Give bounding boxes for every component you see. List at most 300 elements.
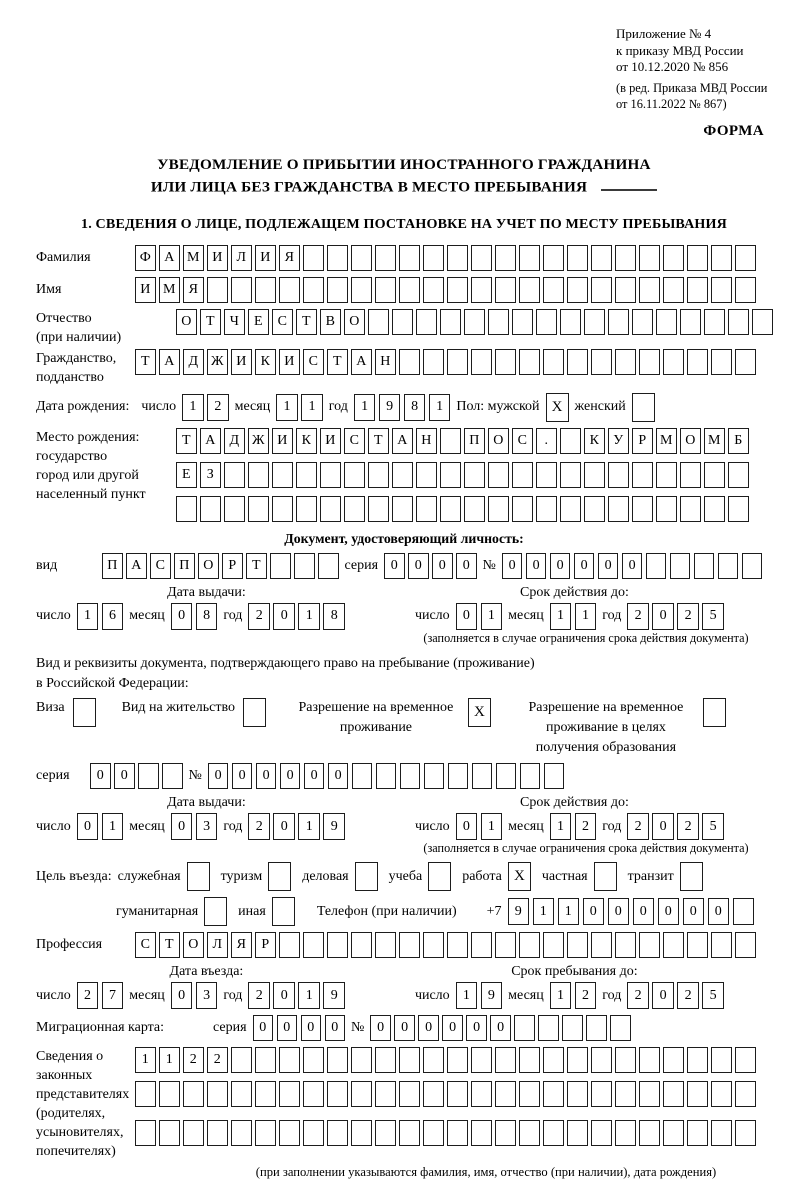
char-cell[interactable]: Т [135, 349, 156, 375]
char-cell[interactable]: 0 [208, 763, 229, 789]
char-cell[interactable] [279, 932, 300, 958]
legal-reps-row2-boxes[interactable] [135, 1081, 756, 1107]
char-cell[interactable]: М [183, 245, 204, 271]
char-cell[interactable] [735, 245, 756, 271]
char-cell[interactable] [663, 1120, 684, 1146]
char-cell[interactable]: С [512, 428, 533, 454]
char-cell[interactable] [375, 277, 396, 303]
char-cell[interactable] [424, 763, 445, 789]
char-cell[interactable]: 1 [135, 1047, 156, 1073]
char-cell[interactable]: 9 [323, 982, 345, 1009]
char-cell[interactable]: 0 [432, 553, 453, 579]
char-cell[interactable] [392, 462, 413, 488]
legal-reps-row3-boxes[interactable] [135, 1120, 756, 1146]
doc-series-boxes[interactable] [384, 553, 477, 579]
char-cell[interactable] [632, 496, 653, 522]
purpose-business-checkbox[interactable] [355, 862, 378, 891]
char-cell[interactable]: 0 [408, 553, 429, 579]
rvp-until-day-boxes[interactable] [456, 813, 503, 840]
char-cell[interactable]: 1 [276, 394, 298, 421]
char-cell[interactable] [543, 349, 564, 375]
char-cell[interactable] [279, 1120, 300, 1146]
char-cell[interactable]: Н [416, 428, 437, 454]
char-cell[interactable]: 1 [481, 603, 503, 630]
char-cell[interactable] [567, 1081, 588, 1107]
char-cell[interactable]: Н [375, 349, 396, 375]
char-cell[interactable]: 0 [456, 553, 477, 579]
char-cell[interactable]: 1 [77, 603, 99, 630]
char-cell[interactable] [728, 462, 749, 488]
char-cell[interactable] [520, 763, 541, 789]
char-cell[interactable] [416, 309, 437, 335]
char-cell[interactable] [495, 1081, 516, 1107]
char-cell[interactable] [488, 496, 509, 522]
char-cell[interactable] [327, 277, 348, 303]
char-cell[interactable]: 1 [481, 813, 503, 840]
char-cell[interactable] [591, 349, 612, 375]
char-cell[interactable]: О [344, 309, 365, 335]
char-cell[interactable]: Я [279, 245, 300, 271]
char-cell[interactable] [320, 496, 341, 522]
char-cell[interactable] [639, 277, 660, 303]
char-cell[interactable] [472, 763, 493, 789]
char-cell[interactable] [567, 1047, 588, 1073]
char-cell[interactable] [416, 496, 437, 522]
char-cell[interactable]: 2 [575, 982, 597, 1009]
char-cell[interactable] [344, 462, 365, 488]
char-cell[interactable] [639, 1047, 660, 1073]
char-cell[interactable]: П [102, 553, 123, 579]
birth-day-boxes[interactable] [182, 394, 229, 421]
char-cell[interactable] [711, 932, 732, 958]
stay-day-boxes[interactable] [456, 982, 503, 1009]
char-cell[interactable] [447, 277, 468, 303]
char-cell[interactable] [400, 763, 421, 789]
char-cell[interactable] [272, 496, 293, 522]
char-cell[interactable]: И [207, 245, 228, 271]
char-cell[interactable] [735, 1120, 756, 1146]
char-cell[interactable]: 9 [323, 813, 345, 840]
char-cell[interactable] [447, 245, 468, 271]
char-cell[interactable]: 1 [550, 982, 572, 1009]
char-cell[interactable] [562, 1015, 583, 1041]
char-cell[interactable]: А [159, 349, 180, 375]
char-cell[interactable]: 0 [652, 813, 674, 840]
char-cell[interactable] [567, 1120, 588, 1146]
char-cell[interactable] [543, 1047, 564, 1073]
char-cell[interactable]: Я [183, 277, 204, 303]
sex-male-checkbox[interactable]: X [546, 393, 569, 422]
char-cell[interactable] [495, 349, 516, 375]
entry-year-boxes[interactable] [248, 982, 345, 1009]
char-cell[interactable]: Ж [248, 428, 269, 454]
char-cell[interactable] [231, 1081, 252, 1107]
char-cell[interactable] [663, 277, 684, 303]
char-cell[interactable] [303, 1120, 324, 1146]
char-cell[interactable]: 0 [171, 982, 193, 1009]
char-cell[interactable]: Л [207, 932, 228, 958]
char-cell[interactable] [735, 1081, 756, 1107]
char-cell[interactable] [536, 496, 557, 522]
char-cell[interactable]: А [126, 553, 147, 579]
char-cell[interactable]: 0 [384, 553, 405, 579]
char-cell[interactable]: 2 [575, 813, 597, 840]
entry-day-boxes[interactable] [77, 982, 124, 1009]
char-cell[interactable]: О [176, 309, 197, 335]
char-cell[interactable]: 0 [418, 1015, 439, 1041]
char-cell[interactable]: 0 [526, 553, 547, 579]
char-cell[interactable]: Т [176, 428, 197, 454]
char-cell[interactable]: О [183, 932, 204, 958]
char-cell[interactable]: 1 [429, 394, 451, 421]
char-cell[interactable]: 1 [102, 813, 124, 840]
char-cell[interactable]: Я [231, 932, 252, 958]
char-cell[interactable] [495, 932, 516, 958]
purpose-other-checkbox[interactable] [272, 897, 295, 926]
char-cell[interactable]: 5 [702, 813, 724, 840]
char-cell[interactable]: 0 [622, 553, 643, 579]
char-cell[interactable] [351, 277, 372, 303]
char-cell[interactable]: 0 [171, 603, 193, 630]
char-cell[interactable] [327, 245, 348, 271]
char-cell[interactable]: К [584, 428, 605, 454]
rvp-issue-year-boxes[interactable] [248, 813, 345, 840]
char-cell[interactable] [560, 496, 581, 522]
char-cell[interactable] [615, 277, 636, 303]
char-cell[interactable]: 0 [598, 553, 619, 579]
char-cell[interactable] [248, 496, 269, 522]
char-cell[interactable] [694, 553, 715, 579]
char-cell[interactable] [687, 245, 708, 271]
doc-kind-boxes[interactable] [102, 553, 339, 579]
char-cell[interactable] [586, 1015, 607, 1041]
char-cell[interactable]: Ф [135, 245, 156, 271]
char-cell[interactable] [231, 1047, 252, 1073]
patronymic-boxes[interactable] [176, 309, 773, 335]
char-cell[interactable]: 0 [574, 553, 595, 579]
char-cell[interactable] [447, 349, 468, 375]
char-cell[interactable] [207, 277, 228, 303]
char-cell[interactable] [488, 309, 509, 335]
birth-place-row3-boxes[interactable] [176, 496, 749, 522]
char-cell[interactable]: 2 [677, 982, 699, 1009]
char-cell[interactable] [279, 277, 300, 303]
char-cell[interactable]: И [272, 428, 293, 454]
char-cell[interactable] [639, 1120, 660, 1146]
char-cell[interactable] [584, 496, 605, 522]
char-cell[interactable] [399, 1081, 420, 1107]
char-cell[interactable] [200, 496, 221, 522]
char-cell[interactable]: 3 [196, 982, 218, 1009]
char-cell[interactable]: . [536, 428, 557, 454]
char-cell[interactable] [670, 553, 691, 579]
char-cell[interactable]: 1 [550, 813, 572, 840]
birth-place-row2-boxes[interactable] [176, 462, 749, 488]
char-cell[interactable]: Р [255, 932, 276, 958]
char-cell[interactable]: 0 [273, 603, 295, 630]
char-cell[interactable]: О [488, 428, 509, 454]
char-cell[interactable] [423, 1120, 444, 1146]
char-cell[interactable]: И [320, 428, 341, 454]
char-cell[interactable] [495, 245, 516, 271]
char-cell[interactable]: 0 [652, 982, 674, 1009]
char-cell[interactable] [663, 1081, 684, 1107]
char-cell[interactable]: 0 [442, 1015, 463, 1041]
char-cell[interactable] [704, 496, 725, 522]
char-cell[interactable]: 0 [652, 603, 674, 630]
char-cell[interactable]: 0 [583, 898, 605, 925]
char-cell[interactable] [368, 309, 389, 335]
char-cell[interactable]: С [272, 309, 293, 335]
char-cell[interactable] [519, 277, 540, 303]
stay-month-boxes[interactable] [550, 982, 597, 1009]
char-cell[interactable] [255, 1081, 276, 1107]
char-cell[interactable]: А [351, 349, 372, 375]
char-cell[interactable] [303, 245, 324, 271]
char-cell[interactable]: 0 [277, 1015, 298, 1041]
char-cell[interactable] [512, 309, 533, 335]
char-cell[interactable]: 1 [298, 982, 320, 1009]
purpose-tourism-checkbox[interactable] [268, 862, 291, 891]
char-cell[interactable] [255, 1120, 276, 1146]
char-cell[interactable] [735, 1047, 756, 1073]
char-cell[interactable] [632, 462, 653, 488]
birth-year-boxes[interactable] [354, 394, 451, 421]
char-cell[interactable] [615, 1081, 636, 1107]
char-cell[interactable]: Р [632, 428, 653, 454]
char-cell[interactable] [543, 932, 564, 958]
char-cell[interactable] [183, 1120, 204, 1146]
purpose-private-checkbox[interactable] [594, 862, 617, 891]
char-cell[interactable] [376, 763, 397, 789]
char-cell[interactable]: 0 [502, 553, 523, 579]
char-cell[interactable]: О [198, 553, 219, 579]
doc-until-year-boxes[interactable] [627, 603, 724, 630]
char-cell[interactable] [591, 932, 612, 958]
birth-place-row1-boxes[interactable] [176, 428, 749, 454]
char-cell[interactable] [687, 1120, 708, 1146]
char-cell[interactable]: 2 [627, 603, 649, 630]
char-cell[interactable]: М [704, 428, 725, 454]
char-cell[interactable] [318, 553, 339, 579]
char-cell[interactable]: В [320, 309, 341, 335]
char-cell[interactable]: 0 [256, 763, 277, 789]
char-cell[interactable] [639, 932, 660, 958]
char-cell[interactable] [375, 245, 396, 271]
char-cell[interactable] [519, 932, 540, 958]
char-cell[interactable]: А [200, 428, 221, 454]
char-cell[interactable] [663, 349, 684, 375]
char-cell[interactable]: Т [327, 349, 348, 375]
char-cell[interactable] [159, 1081, 180, 1107]
char-cell[interactable] [464, 462, 485, 488]
char-cell[interactable]: Ч [224, 309, 245, 335]
char-cell[interactable] [471, 1047, 492, 1073]
doc-until-day-boxes[interactable] [456, 603, 503, 630]
char-cell[interactable]: 0 [708, 898, 730, 925]
temp-residence-permit-edu-checkbox[interactable] [703, 698, 726, 727]
char-cell[interactable] [471, 245, 492, 271]
char-cell[interactable]: 0 [456, 813, 478, 840]
char-cell[interactable] [495, 1047, 516, 1073]
char-cell[interactable] [519, 1120, 540, 1146]
char-cell[interactable]: 0 [658, 898, 680, 925]
char-cell[interactable] [368, 496, 389, 522]
char-cell[interactable] [718, 553, 739, 579]
char-cell[interactable] [224, 496, 245, 522]
char-cell[interactable]: 0 [280, 763, 301, 789]
char-cell[interactable] [639, 1081, 660, 1107]
char-cell[interactable] [138, 763, 159, 789]
char-cell[interactable]: 2 [207, 1047, 228, 1073]
char-cell[interactable] [399, 245, 420, 271]
char-cell[interactable]: 8 [323, 603, 345, 630]
char-cell[interactable] [680, 496, 701, 522]
char-cell[interactable] [567, 349, 588, 375]
char-cell[interactable] [303, 932, 324, 958]
char-cell[interactable]: 0 [232, 763, 253, 789]
char-cell[interactable]: 8 [404, 394, 426, 421]
char-cell[interactable] [416, 462, 437, 488]
char-cell[interactable] [584, 309, 605, 335]
char-cell[interactable] [711, 349, 732, 375]
char-cell[interactable] [711, 277, 732, 303]
char-cell[interactable]: 0 [490, 1015, 511, 1041]
char-cell[interactable]: И [279, 349, 300, 375]
char-cell[interactable] [303, 1047, 324, 1073]
char-cell[interactable]: Е [176, 462, 197, 488]
char-cell[interactable] [351, 1120, 372, 1146]
char-cell[interactable] [519, 1047, 540, 1073]
char-cell[interactable]: 0 [608, 898, 630, 925]
char-cell[interactable]: П [174, 553, 195, 579]
char-cell[interactable]: 0 [633, 898, 655, 925]
char-cell[interactable] [135, 1120, 156, 1146]
char-cell[interactable] [656, 462, 677, 488]
char-cell[interactable] [464, 496, 485, 522]
char-cell[interactable] [440, 496, 461, 522]
char-cell[interactable] [752, 309, 773, 335]
char-cell[interactable]: М [159, 277, 180, 303]
char-cell[interactable]: С [303, 349, 324, 375]
char-cell[interactable] [687, 277, 708, 303]
char-cell[interactable]: Т [246, 553, 267, 579]
char-cell[interactable] [519, 349, 540, 375]
char-cell[interactable] [543, 1081, 564, 1107]
surname-boxes[interactable] [135, 245, 756, 271]
char-cell[interactable] [560, 462, 581, 488]
char-cell[interactable] [704, 462, 725, 488]
char-cell[interactable]: Р [222, 553, 243, 579]
char-cell[interactable]: 0 [114, 763, 135, 789]
char-cell[interactable] [567, 932, 588, 958]
char-cell[interactable] [488, 462, 509, 488]
char-cell[interactable]: С [344, 428, 365, 454]
char-cell[interactable] [471, 932, 492, 958]
rvp-until-month-boxes[interactable] [550, 813, 597, 840]
stay-year-boxes[interactable] [627, 982, 724, 1009]
char-cell[interactable] [183, 1081, 204, 1107]
char-cell[interactable] [351, 932, 372, 958]
char-cell[interactable]: Д [183, 349, 204, 375]
char-cell[interactable] [296, 496, 317, 522]
char-cell[interactable] [608, 462, 629, 488]
char-cell[interactable]: К [296, 428, 317, 454]
char-cell[interactable] [591, 1120, 612, 1146]
char-cell[interactable] [495, 1120, 516, 1146]
char-cell[interactable] [464, 309, 485, 335]
char-cell[interactable]: 0 [456, 603, 478, 630]
char-cell[interactable] [294, 553, 315, 579]
entry-month-boxes[interactable] [171, 982, 218, 1009]
char-cell[interactable] [728, 496, 749, 522]
char-cell[interactable] [303, 277, 324, 303]
char-cell[interactable] [327, 1047, 348, 1073]
char-cell[interactable]: З [200, 462, 221, 488]
char-cell[interactable] [399, 349, 420, 375]
char-cell[interactable]: А [392, 428, 413, 454]
char-cell[interactable] [224, 462, 245, 488]
char-cell[interactable]: О [680, 428, 701, 454]
char-cell[interactable] [447, 932, 468, 958]
char-cell[interactable] [375, 1047, 396, 1073]
char-cell[interactable]: 2 [183, 1047, 204, 1073]
char-cell[interactable] [255, 277, 276, 303]
char-cell[interactable]: 0 [90, 763, 111, 789]
purpose-study-checkbox[interactable] [428, 862, 451, 891]
char-cell[interactable] [392, 309, 413, 335]
char-cell[interactable] [248, 462, 269, 488]
char-cell[interactable] [584, 462, 605, 488]
char-cell[interactable]: 2 [677, 603, 699, 630]
migration-number-boxes[interactable] [370, 1015, 631, 1041]
char-cell[interactable] [423, 932, 444, 958]
char-cell[interactable]: И [255, 245, 276, 271]
char-cell[interactable] [632, 309, 653, 335]
char-cell[interactable] [608, 496, 629, 522]
char-cell[interactable] [375, 1081, 396, 1107]
char-cell[interactable] [448, 763, 469, 789]
char-cell[interactable] [560, 309, 581, 335]
profession-boxes[interactable] [135, 932, 756, 958]
char-cell[interactable]: М [656, 428, 677, 454]
char-cell[interactable] [591, 1047, 612, 1073]
char-cell[interactable] [615, 245, 636, 271]
given-name-boxes[interactable] [135, 277, 756, 303]
char-cell[interactable] [704, 309, 725, 335]
char-cell[interactable] [656, 496, 677, 522]
char-cell[interactable]: Т [296, 309, 317, 335]
char-cell[interactable] [423, 1047, 444, 1073]
char-cell[interactable] [735, 277, 756, 303]
char-cell[interactable] [207, 1120, 228, 1146]
char-cell[interactable] [471, 349, 492, 375]
char-cell[interactable] [320, 462, 341, 488]
rvp-until-year-boxes[interactable] [627, 813, 724, 840]
char-cell[interactable] [591, 1081, 612, 1107]
doc-until-month-boxes[interactable] [550, 603, 597, 630]
char-cell[interactable] [711, 1120, 732, 1146]
char-cell[interactable] [231, 277, 252, 303]
char-cell[interactable]: 0 [273, 813, 295, 840]
char-cell[interactable]: 1 [533, 898, 555, 925]
char-cell[interactable]: 6 [102, 603, 124, 630]
char-cell[interactable] [279, 1081, 300, 1107]
char-cell[interactable] [687, 1081, 708, 1107]
char-cell[interactable] [608, 309, 629, 335]
char-cell[interactable] [728, 309, 749, 335]
char-cell[interactable] [423, 349, 444, 375]
